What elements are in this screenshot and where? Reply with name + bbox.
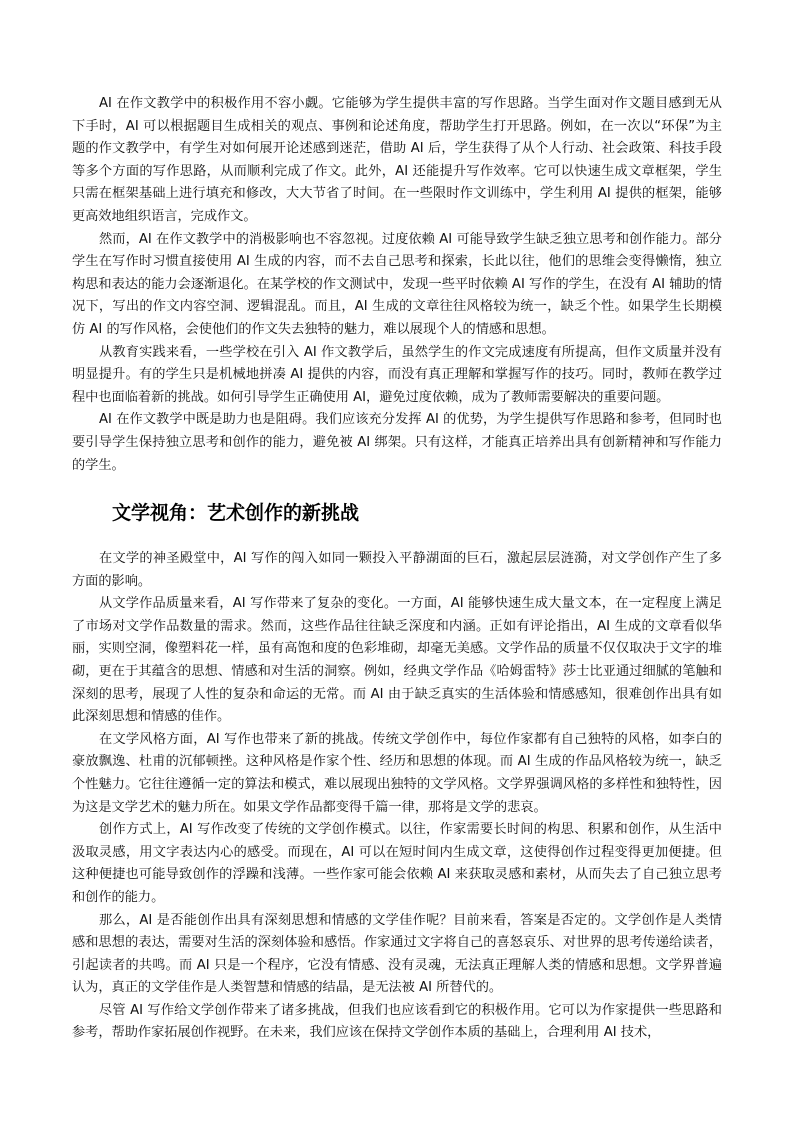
paragraph: 在文学风格方面，AI 写作也带来了新的挑战。传统文学创作中，每位作家都有自己独特的风格，如李白的豪放飘逸、杜甫的沉郁顿挫。这种风格是作家个性、经历和思想的体现。而 AI 生成的作品风格较为统一，缺乏个性魅力。它往往遵循一定的算法和模式，难以展现出独特的文学风格。文学界强调风格的多样性和独特性，因为这是文学艺术的魅力所在。如果文学作品都变得千篇一律，那将是文学的悲哀。	[72, 731, 722, 815]
paragraph: AI 在作文教学中的积极作用不容小觑。它能够为学生提供丰富的写作思路。当学生面对作文题目感到无从下手时，AI 可以根据题目生成相关的观点、事例和论述角度，帮助学生打开思路。例如，在一次以“环保”为主题的作文教学中，有学生对如何展开论述感到迷茫，借助 AI 后，学生获得了从个人行动、社会政策、科技手段等多个方面的写作思路，从而顺利完成了作文。此外，AI 还能提升写作效率。它可以快速生成文章框架，学生只需在框架基础上进行填充和修改，大大节省了时间。在一些限时作文训练中，学生利用 AI 提供的框架，能够更高效地组织语言，完成作文。	[72, 96, 722, 224]
paragraph: 尽管 AI 写作给文学创作带来了诸多挑战，但我们也应该看到它的积极作用。它可以为作家提供一些思路和参考，帮助作家拓展创作视野。在未来，我们应该在保持文学创作本质的基础上，合理利用 AI 技术，	[72, 1002, 722, 1041]
paragraph: AI 在作文教学中既是助力也是阻碍。我们应该充分发挥 AI 的优势，为学生提供写作思路和参考，但同时也要引导学生保持独立思考和创作的能力，避免被 AI 绑架。只有这样，才能真正培养出具有创新精神和写作能力的学生。	[72, 412, 722, 473]
paragraph: 在文学的神圣殿堂中，AI 写作的闯入如同一颗投入平静湖面的巨石，激起层层涟漪，对文学创作产生了多方面的影响。	[72, 551, 722, 589]
paragraph: 创作方式上，AI 写作改变了传统的文学创作模式。以往，作家需要长时间的构思、积累和创作，从生活中汲取灵感，用文字表达内心的感受。而现在，AI 可以在短时间内生成文章，这使得创作过程变得更加便捷。但这种便捷也可能导致创作的浮躁和浅薄。一些作家可能会依赖 AI 来获取灵感和素材，从而失去了自己独立思考和创作的能力。	[72, 822, 722, 905]
paragraph: 从文学作品质量来看，AI 写作带来了复杂的变化。一方面，AI 能够快速生成大量文本，在一定程度上满足了市场对文学作品数量的需求。然而，这些作品往往缺乏深度和内涵。正如有评论指出，AI 生成的文章看似华丽，实则空洞，像塑料花一样，虽有高饱和度的色彩堆砌，却毫无美感。文学作品的质量不仅仅取决于文字的堆砌，更在于其蕴含的思想、情感和对生活的洞察。例如，经典文学作品《哈姆雷特》莎士比亚通过细腻的笔触和深刻的思考，展现了人性的复杂和命运的无常。而 AI 由于缺乏真实的生活体验和情感感知，很难创作出具有如此深刻思想和情感的佳作。	[72, 596, 722, 725]
paragraph: 从教育实践来看，一些学校在引入 AI 作文教学后，虽然学生的作文完成速度有所提高，但作文质量并没有明显提升。有的学生只是机械地拼凑 AI 提供的内容，而没有真正理解和掌握写作的技巧。同时，教师在教学过程中也面临着新的挑战。如何引导学生正确使用 AI，避免过度依赖，成为了教师需要解决的重要问题。	[72, 344, 722, 405]
section-literary-perspective	[72, 548, 722, 1045]
paragraph: 那么，AI 是否能创作出具有深刻思想和情感的文学佳作呢？目前来看，答案是否定的。文学创作是人类情感和思想的表达，需要对生活的深刻体验和感悟。作家通过文字将自己的喜怒哀乐、对世界的思考传递给读者，引起读者的共鸣。而 AI 只是一个程序，它没有情感、没有灵魂，无法真正理解人类的情感和思想。文学界普遍认为，真正的文学佳作是人类智慧和情感的结晶，是无法被 AI 所替代的。	[72, 912, 722, 996]
section-ai-in-teaching	[72, 93, 722, 477]
section-heading: 文学视角：艺术创作的新挑战	[112, 502, 360, 524]
paragraph: 然而，AI 在作文教学中的消极影响也不容忽视。过度依赖 AI 可能导致学生缺乏独立思考和创作能力。部分学生在写作时习惯直接使用 AI 生成的内容，而不去自己思考和探索，长此以往，他们的思维会变得懒惰，独立构思和表达的能力会逐渐退化。在某学校的作文测试中，发现一些平时依赖 AI 写作的学生，在没有 AI 辅助的情况下，写出的作文内容空洞、逻辑混乱。而且，AI 生成的文章往往风格较为统一，缺乏个性。如果学生长期模仿 AI 的写作风格，会使他们的作文失去独特的魅力，难以展现个人的情感和思想。	[72, 231, 722, 337]
